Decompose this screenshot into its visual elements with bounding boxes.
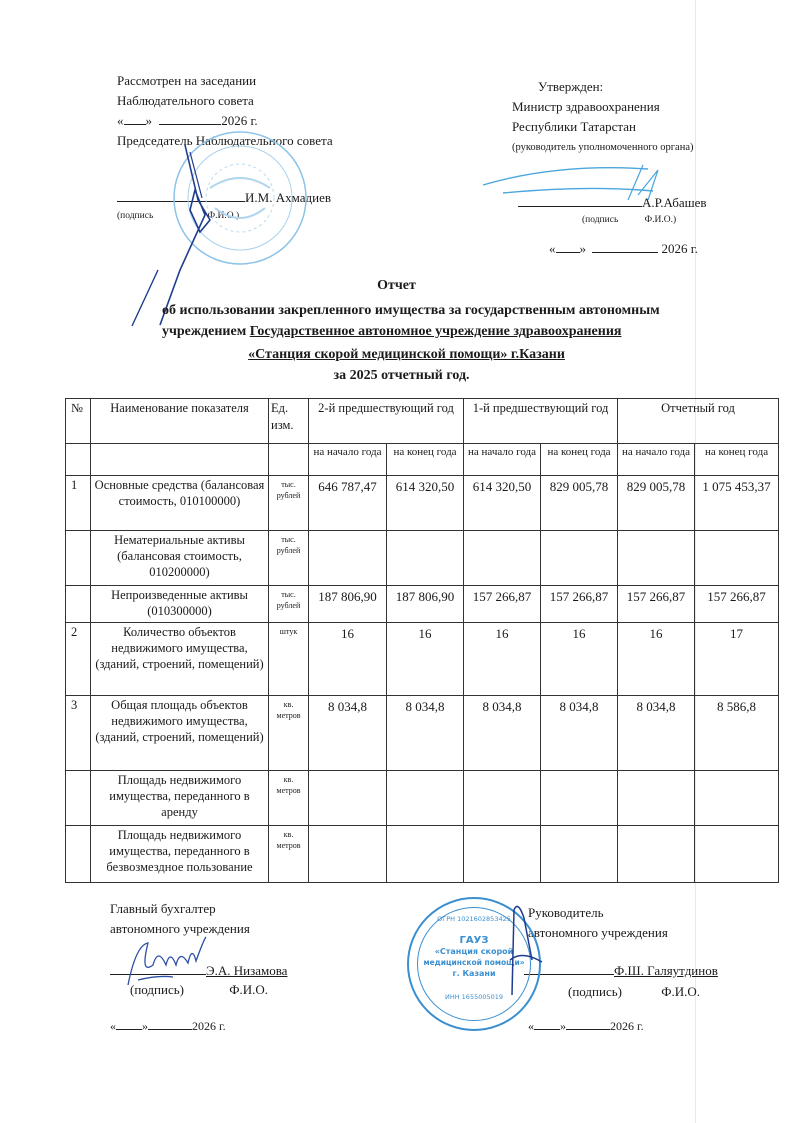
table-row <box>66 476 779 531</box>
row-unit: тыс. рублей <box>269 476 309 531</box>
table-header-row <box>66 399 779 444</box>
row-num: 3 <box>66 696 91 771</box>
value-cell: 1 075 453,37 <box>695 476 779 531</box>
row-name: Количество объектов недвижимого имущества, (зданий, строений, помещений) <box>91 623 269 696</box>
approval-block <box>530 78 603 96</box>
approval-date: « » 2026 г. <box>549 241 698 256</box>
row-name: Нематериальные активы (балансовая стоимость, 010200000) <box>91 531 269 586</box>
stamp-center: ГАУЗ «Станция скорой медицинской помощи» г. Казани <box>423 935 525 978</box>
value-cell <box>618 826 695 883</box>
stamp-inn: ИНН 1655005019 <box>444 993 504 1001</box>
value-cell <box>387 531 464 586</box>
value-cell <box>541 771 618 826</box>
row-name: Непроизведенные активы (010300000) <box>91 586 269 623</box>
value-cell: 16 <box>387 623 464 696</box>
approval-line-1: Утвержден: <box>538 79 604 94</box>
value-cell <box>387 826 464 883</box>
value-cell: 8 034,8 <box>618 696 695 771</box>
subheader-start: на начало года <box>464 444 541 476</box>
accountant-date: « » 2026 г. <box>110 1019 226 1033</box>
empty-cell <box>269 444 309 476</box>
row-unit: кв. метров <box>269 771 309 826</box>
value-cell: 157 266,87 <box>464 586 541 623</box>
row-unit: кв. метров <box>269 696 309 771</box>
chairman-name: И.М. Ахмадиев <box>245 190 331 205</box>
review-line-2: Наблюдательного совета <box>117 93 254 108</box>
table-row <box>66 586 779 623</box>
report-period: за 2025 отчетный год. <box>333 368 470 383</box>
accountant-signature-line <box>110 962 287 980</box>
value-cell <box>618 771 695 826</box>
value-cell: 16 <box>618 623 695 696</box>
row-name: Общая площадь объектов недвижимого имущества, (зданий, строений, помещений) <box>91 696 269 771</box>
value-cell: 187 806,90 <box>309 586 387 623</box>
month-blank <box>566 1017 610 1030</box>
day-blank <box>556 240 580 253</box>
value-cell: 614 320,50 <box>387 476 464 531</box>
value-cell: 8 034,8 <box>541 696 618 771</box>
value-cell: 16 <box>309 623 387 696</box>
row-name: Площадь недвижимого имущества, переданного в безвозмездное пользование <box>91 826 269 883</box>
subheader-start: на начало года <box>309 444 387 476</box>
accountant-title-1: Главный бухгалтер <box>110 901 216 916</box>
report-subtitle-1: об использовании закрепленного имущества за государственным автономным <box>162 303 660 318</box>
minister-caption: (подпись Ф.И.О.) <box>582 215 677 225</box>
value-cell: 187 806,90 <box>387 586 464 623</box>
minister-signature-line <box>518 194 707 212</box>
value-cell: 157 266,87 <box>541 586 618 623</box>
value-cell <box>464 826 541 883</box>
value-cell <box>695 826 779 883</box>
report-subtitle-2: учреждением Государственное автономное учреждение здравоохранения <box>162 324 622 339</box>
row-num: 2 <box>66 623 91 696</box>
row-num <box>66 531 91 586</box>
value-cell: 614 320,50 <box>464 476 541 531</box>
director-title-2: автономного учреждения <box>528 925 668 940</box>
value-cell: 17 <box>695 623 779 696</box>
institution-stamp-icon <box>407 897 541 1031</box>
approval-line-3: Республики Татарстан <box>512 119 636 134</box>
value-cell: 8 034,8 <box>309 696 387 771</box>
table-row <box>66 826 779 883</box>
review-line-4: Председатель Наблюдательного совета <box>117 133 333 148</box>
day-blank <box>534 1017 560 1030</box>
value-cell <box>618 531 695 586</box>
value-cell <box>695 771 779 826</box>
row-name: Площадь недвижимого имущества, переданного в аренду <box>91 771 269 826</box>
review-line-1: Рассмотрен на заседании <box>117 73 257 88</box>
table-subheader-row <box>66 444 779 476</box>
stamp-ogrn: ОГРН 1021602853425 <box>437 915 511 923</box>
header-num: № <box>66 399 91 444</box>
signature-blank <box>518 194 642 207</box>
row-unit: штук <box>269 623 309 696</box>
value-cell: 8 034,8 <box>387 696 464 771</box>
report-title: Отчет <box>377 278 416 293</box>
row-unit: кв. метров <box>269 826 309 883</box>
row-num: 1 <box>66 476 91 531</box>
subheader-start: на начало года <box>618 444 695 476</box>
value-cell: 157 266,87 <box>618 586 695 623</box>
director-date: « » 2026 г. <box>528 1019 644 1033</box>
month-blank <box>159 112 221 125</box>
header-period-report: Отчетный год <box>618 399 779 444</box>
review-block <box>117 72 333 150</box>
value-cell: 16 <box>464 623 541 696</box>
value-cell: 8 034,8 <box>464 696 541 771</box>
table-row <box>66 623 779 696</box>
director-title-1: Руководитель <box>528 905 604 920</box>
signature-blank <box>524 962 614 975</box>
row-num <box>66 826 91 883</box>
director-block <box>528 904 668 942</box>
value-cell: 646 787,47 <box>309 476 387 531</box>
value-cell: 829 005,78 <box>541 476 618 531</box>
accountant-caption: (подпись) Ф.И.О. <box>130 982 269 997</box>
month-blank <box>148 1017 192 1030</box>
accountant-title-2: автономного учреждения <box>110 921 250 936</box>
subheader-end: на конец года <box>387 444 464 476</box>
value-cell <box>387 771 464 826</box>
header-name: Наименование показателя <box>91 399 269 444</box>
row-num <box>66 586 91 623</box>
accountant-name: Э.А. Низамова <box>206 963 288 978</box>
day-blank <box>124 112 146 125</box>
table-row <box>66 771 779 826</box>
value-cell: 829 005,78 <box>618 476 695 531</box>
minister-name: А.Р.Абашев <box>642 195 707 210</box>
empty-cell <box>66 444 91 476</box>
value-cell <box>541 531 618 586</box>
value-cell: 157 266,87 <box>695 586 779 623</box>
director-name: Ф.Ш. Галяутдинов <box>614 963 718 978</box>
value-cell <box>541 826 618 883</box>
day-blank <box>116 1017 142 1030</box>
month-blank <box>592 240 658 253</box>
institution-name: Государственное автономное учреждение здравоохранения <box>249 324 622 339</box>
value-cell: 16 <box>541 623 618 696</box>
value-cell <box>464 531 541 586</box>
approval-line-2: Министр здравоохранения <box>512 99 660 114</box>
value-cell <box>464 771 541 826</box>
review-date: « » 2026 г. <box>117 113 258 128</box>
empty-cell <box>91 444 269 476</box>
chairman-caption: (подпись Ф.И.О.) <box>117 211 240 221</box>
header-period-2nd-prev: 2-й предшествующий год <box>309 399 464 444</box>
director-caption: (подпись) Ф.И.О. <box>568 984 701 999</box>
table-row <box>66 696 779 771</box>
subheader-end: на конец года <box>541 444 618 476</box>
value-cell <box>309 826 387 883</box>
approval-body <box>512 98 693 154</box>
approval-line-4: (руководитель уполномоченного органа) <box>512 142 694 153</box>
row-num <box>66 771 91 826</box>
header-unit: Ед. изм. <box>269 399 309 444</box>
table-row <box>66 531 779 586</box>
institution-name-2: «Станция скорой медицинской помощи» г.Казани <box>248 347 565 362</box>
header-period-1st-prev: 1-й предшествующий год <box>464 399 618 444</box>
value-cell <box>309 531 387 586</box>
row-unit: тыс. рублей <box>269 531 309 586</box>
value-cell: 8 586,8 <box>695 696 779 771</box>
subheader-end: на конец года <box>695 444 779 476</box>
stamp-inner-ring <box>417 907 531 1021</box>
value-cell <box>309 771 387 826</box>
signature-blank <box>110 962 206 975</box>
property-report-table <box>65 398 779 883</box>
accountant-block <box>110 900 250 938</box>
director-signature-line <box>524 962 718 980</box>
chairman-signature-line <box>117 189 331 207</box>
signature-blank <box>117 189 245 202</box>
row-unit: тыс. рублей <box>269 586 309 623</box>
row-name: Основные средства (балансовая стоимость, 010100000) <box>91 476 269 531</box>
value-cell <box>695 531 779 586</box>
